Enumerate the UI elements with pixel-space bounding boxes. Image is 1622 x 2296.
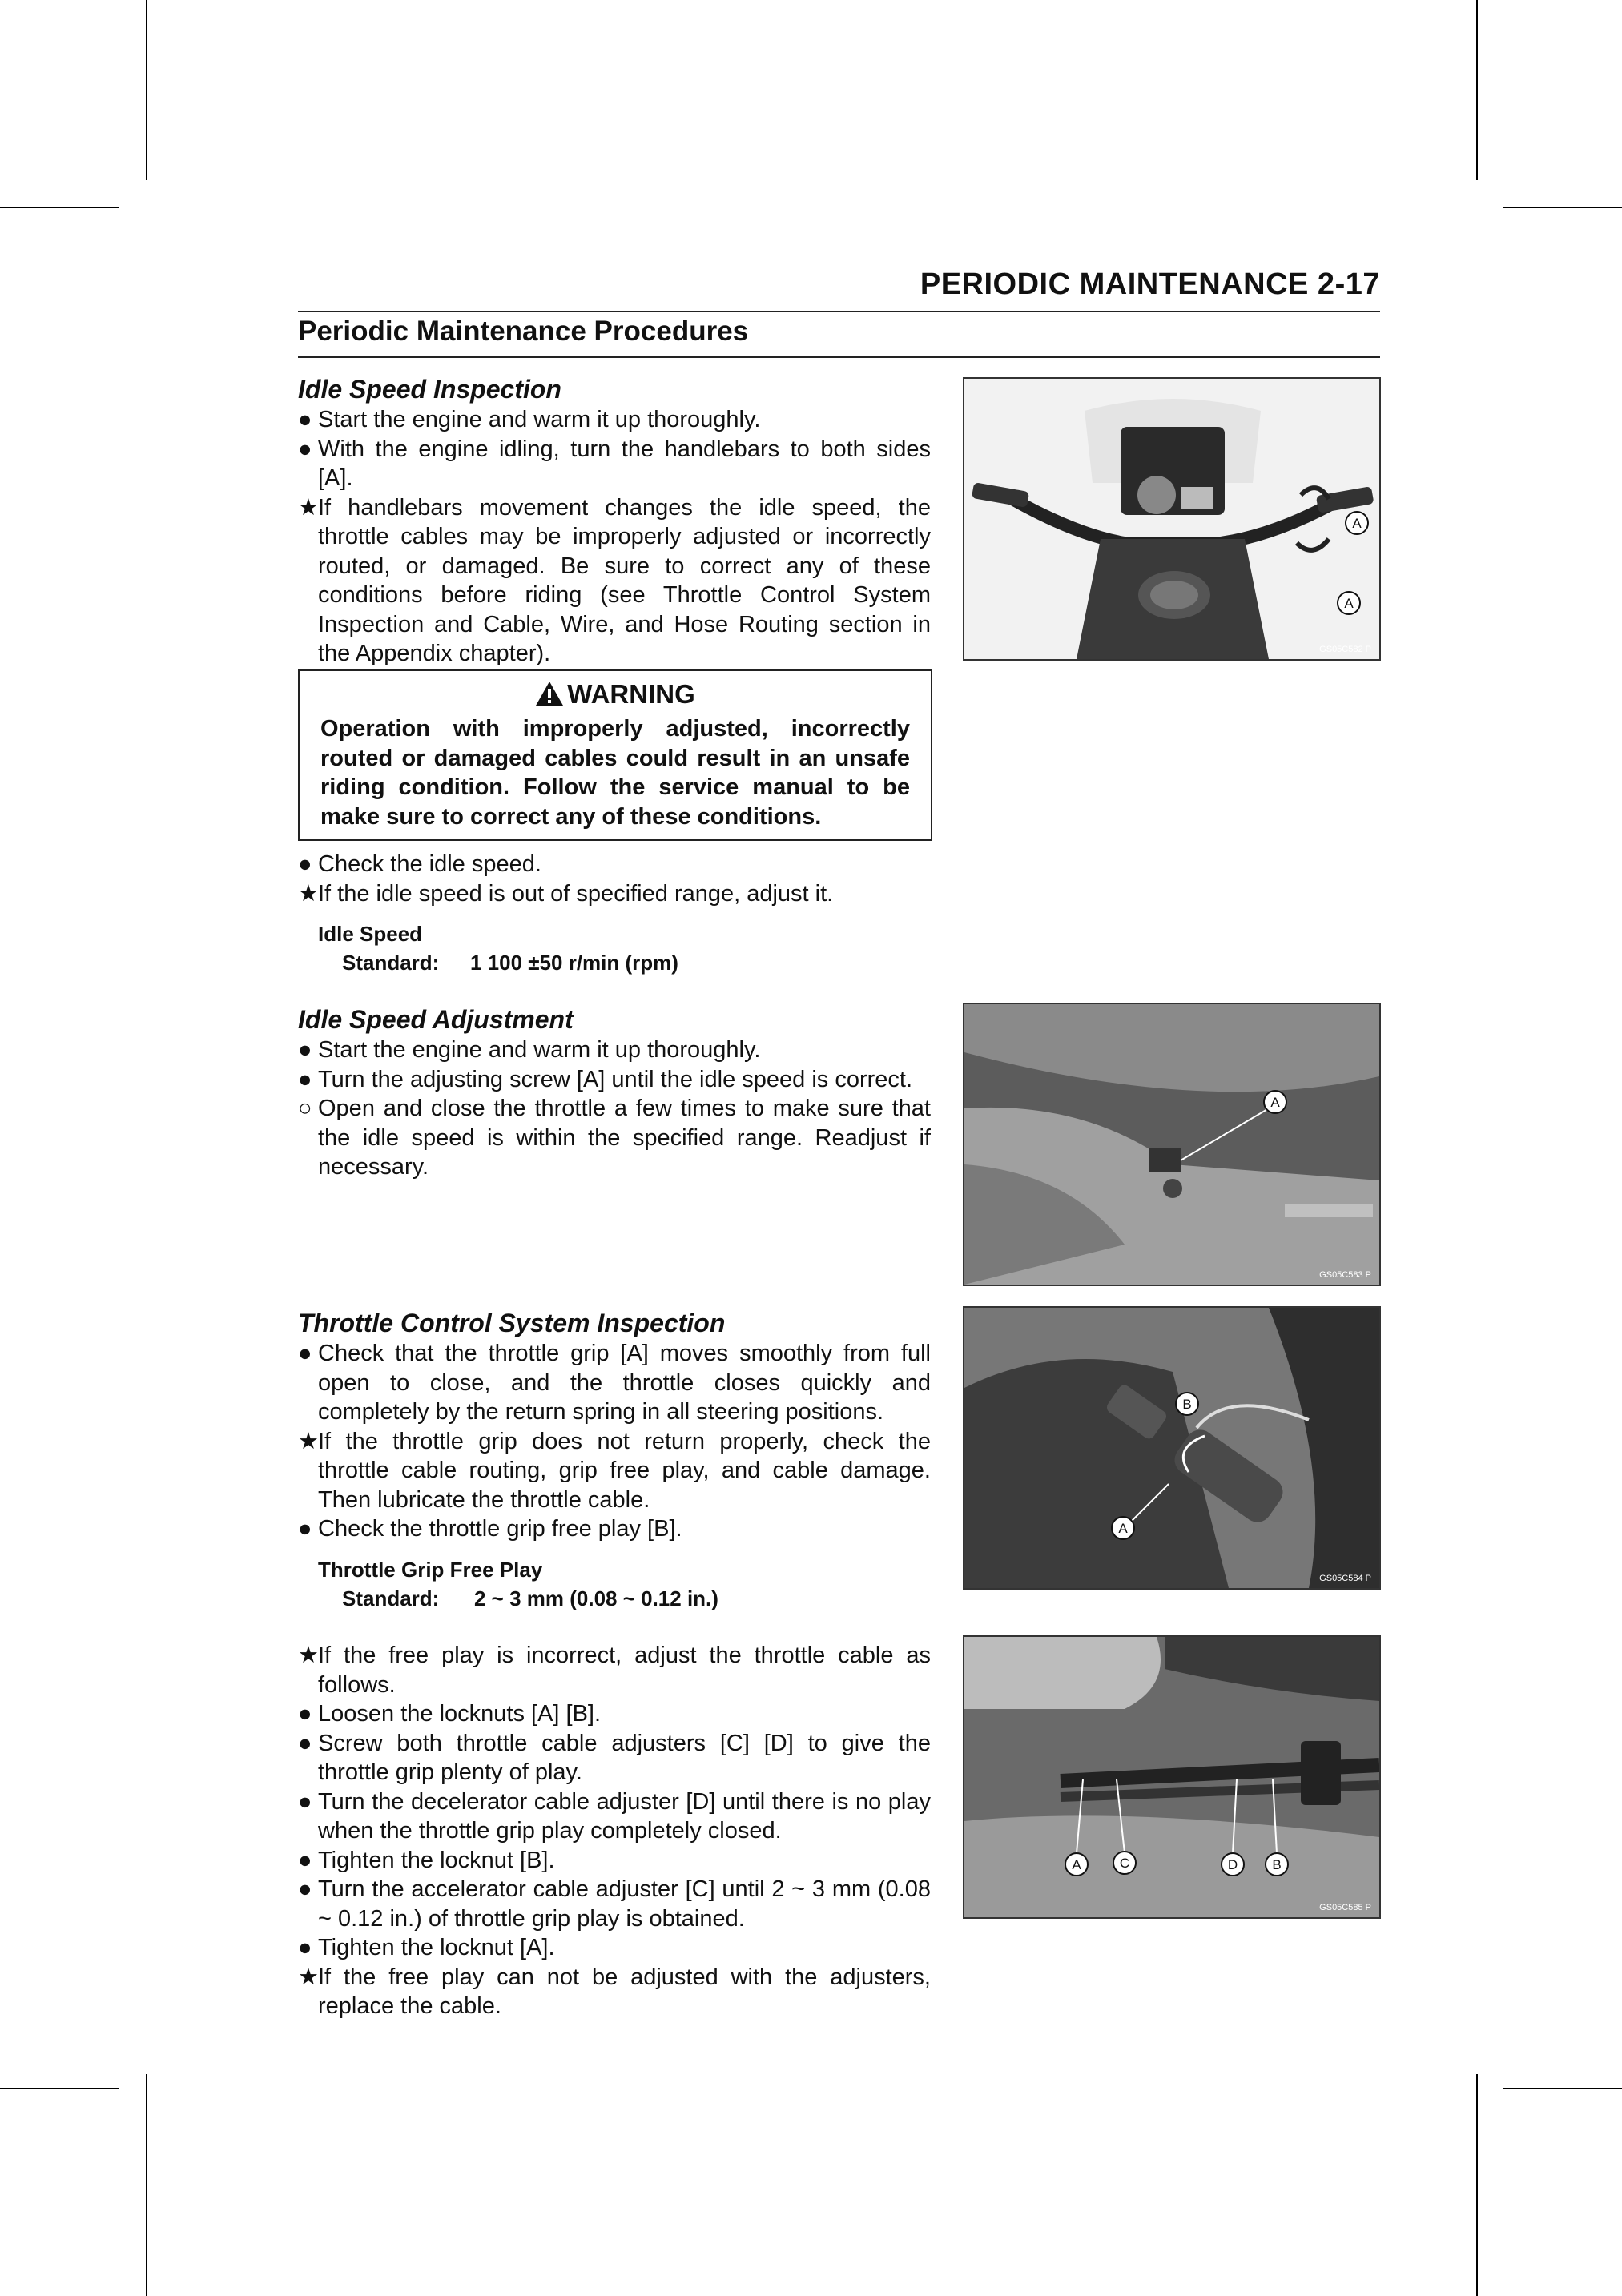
list-item: ● Check the idle speed. [298, 851, 541, 877]
idle-inspection-block [298, 373, 931, 669]
list-item: ● Start the engine and warm it up thoroughly. [298, 407, 761, 432]
callout-label: A [1344, 596, 1354, 611]
warning-triangle-icon [535, 681, 564, 706]
photo-code: GS05C585 P [1319, 1903, 1371, 1912]
list-item: ● Tighten the locknut [B]. [298, 1847, 555, 1873]
list-item: ○ Open and close the throttle a few times to make sure that the idle speed is within the specified range. Readjust if necessary. [298, 1096, 931, 1180]
crop-mark [146, 2074, 147, 2296]
list-item: ★ If the throttle grip does not return properly, check the throttle cable routing, grip free play, and cable damage. Then lubricate the throttle cable. [298, 1428, 931, 1513]
idle-check-block [298, 850, 931, 977]
idle-adjustment-block [298, 1003, 931, 1182]
photo-handlebars [963, 377, 1381, 661]
crop-mark [1476, 0, 1478, 180]
section-title: Periodic Maintenance Procedures [298, 316, 749, 347]
crop-mark [1503, 207, 1622, 208]
list-item: ★ If the free play is incorrect, adjust the throttle cable as follows. [298, 1643, 931, 1698]
photo-code: GS05C582 P [1319, 645, 1371, 654]
photo-code: GS05C584 P [1319, 1574, 1371, 1583]
list-item: ● Screw both throttle cable adjusters [C] [D] to give the throttle grip plenty of play. [298, 1730, 931, 1785]
list-item: ● Check the throttle grip free play [B]. [298, 1516, 682, 1542]
callout-label: A [1270, 1095, 1280, 1110]
callout-label: C [1119, 1856, 1130, 1871]
crop-mark [1503, 2088, 1622, 2089]
throttle-inspection-block [298, 1307, 931, 1613]
list-item: ● Check that the throttle grip [A] moves smoothly from full open to close, and the throttle closes quickly and completely by the return spring in all steering positions. [298, 1341, 931, 1425]
crop-mark [146, 0, 147, 180]
photo-adjusting-screw [963, 1003, 1381, 1286]
callout-label: B [1272, 1857, 1282, 1872]
list-item: ● Start the engine and warm it up thoroughly. [298, 1037, 761, 1063]
list-item: ● With the engine idling, turn the handlebars to both sides [A]. [298, 436, 931, 491]
subsection-title: Throttle Control System Inspection [298, 1309, 726, 1337]
list-item: ★ If the idle speed is out of specified range, adjust it. [298, 880, 834, 907]
callout-label: A [1072, 1857, 1081, 1872]
callout-label: D [1227, 1857, 1238, 1872]
throttle-adjust-block [298, 1641, 931, 2021]
crop-mark [0, 207, 119, 208]
list-item: ★ If handlebars movement changes the idle speed, the throttle cables may be improperly adjusted or incorrectly routed, or damaged. Be sure to correct any of these conditions before riding (see Throttle Control System Inspection and Cable, Wire, and Hose Routing section in the Appendix chapter). [298, 494, 931, 666]
warning-text: Operation with improperly adjusted, incorrectly routed or damaged cables could result in an unsafe riding condition. Follow the service manual to be make sure to correct any of these conditions. [320, 716, 910, 830]
list-item: ● Turn the accelerator cable adjuster [C] until 2 ~ 3 mm (0.08 ~ 0.12 in.) of throttle grip play is obtained. [298, 1876, 931, 1932]
photo-throttle-grip [963, 1306, 1381, 1590]
callout-label: B [1182, 1397, 1192, 1412]
list-item: ● Loosen the locknuts [A] [B]. [298, 1701, 602, 1727]
crop-mark [0, 2088, 119, 2089]
subsection-title: Idle Speed Adjustment [298, 1005, 574, 1034]
warning-heading: WARNING [300, 679, 931, 710]
list-item: ★ If the free play can not be adjusted with the adjusters, replace the cable. [298, 1964, 931, 2019]
spec-block: Idle Speed Standard: 1 100 ±50 r/min (rpm) [318, 922, 678, 975]
spec-block: Throttle Grip Free Play Standard: 2 ~ 3 mm (0.08 ~ 0.12 in.) [318, 1557, 718, 1610]
crop-mark [1476, 2074, 1478, 2296]
warning-box [298, 669, 932, 841]
header-rule [298, 311, 1380, 312]
list-item: ● Tighten the locknut [A]. [298, 1935, 555, 1960]
subsection-title: Idle Speed Inspection [298, 375, 561, 404]
callout-label: A [1352, 516, 1362, 531]
page-header: PERIODIC MAINTENANCE 2-17 [920, 267, 1380, 301]
section-rule [298, 356, 1380, 358]
photo-code: GS05C583 P [1319, 1270, 1371, 1280]
callout-label: A [1118, 1521, 1128, 1536]
list-item: ● Turn the decelerator cable adjuster [D] until there is no play when the throttle grip play completely closed. [298, 1788, 931, 1844]
photo-cable-adjusters [963, 1635, 1381, 1919]
list-item: ● Turn the adjusting screw [A] until the idle speed is correct. [298, 1066, 913, 1092]
